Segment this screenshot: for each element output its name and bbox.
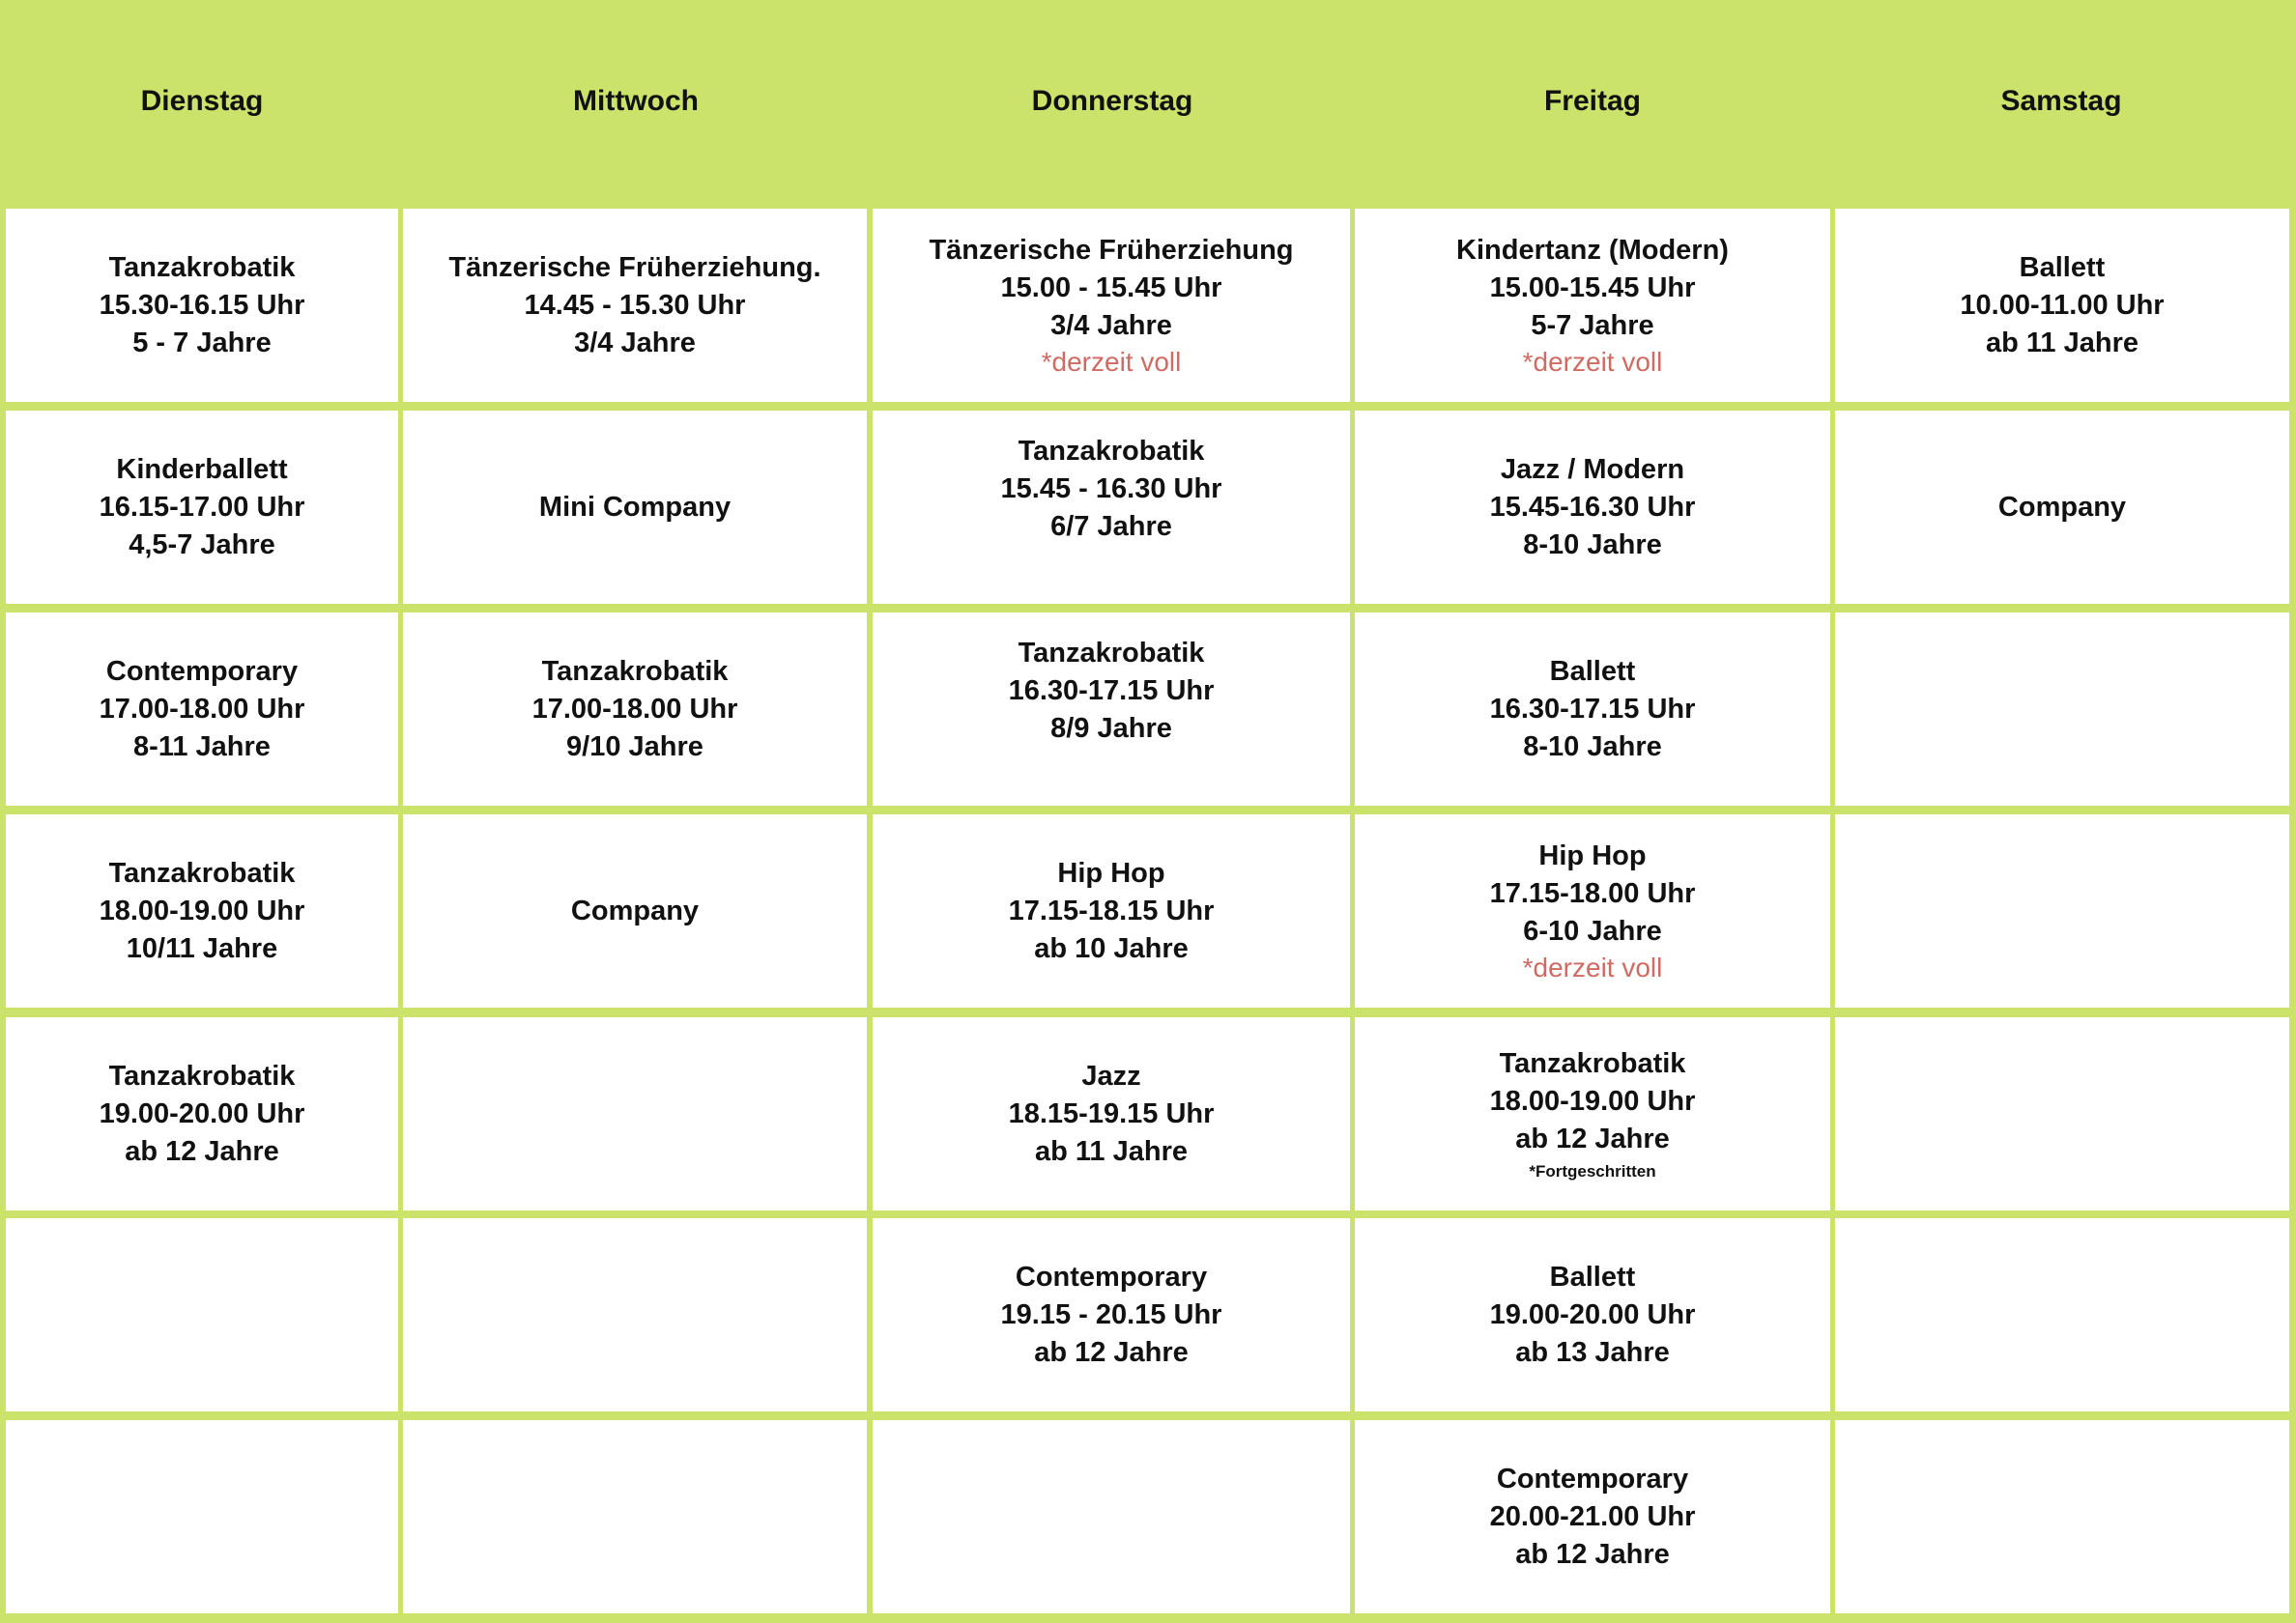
class-name: Tanzakrobatik bbox=[108, 251, 296, 283]
class-time: 18.00-19.00 Uhr bbox=[99, 895, 305, 926]
class-full-note: *derzeit voll bbox=[1522, 952, 1663, 982]
class-name: Tanzakrobatik bbox=[108, 1060, 296, 1092]
schedule-cell bbox=[6, 814, 398, 1008]
class-name: Contemporary bbox=[105, 655, 299, 687]
schedule-cell bbox=[873, 612, 1350, 806]
schedule-cell bbox=[6, 411, 398, 604]
class-time: 19.15 - 20.15 Uhr bbox=[1000, 1298, 1222, 1330]
class-age: ab 12 Jahre bbox=[1515, 1123, 1670, 1154]
class-age: 3/4 Jahre bbox=[574, 327, 696, 358]
schedule-cell bbox=[6, 1218, 398, 1411]
class-name: Tanzakrobatik bbox=[1018, 435, 1205, 467]
class-age: ab 10 Jahre bbox=[1034, 932, 1189, 964]
class-name: Kinderballett bbox=[116, 453, 288, 485]
class-time: 16.30-17.15 Uhr bbox=[1008, 674, 1215, 706]
class-name: Company bbox=[570, 895, 700, 926]
schedule-cell bbox=[1355, 411, 1830, 604]
schedule-cell bbox=[1835, 1017, 2289, 1210]
class-name: Hip Hop bbox=[1057, 857, 1165, 889]
day-header-samstag: Samstag bbox=[2000, 85, 2122, 117]
class-time: 16.15-17.00 Uhr bbox=[99, 491, 305, 523]
schedule-cell bbox=[403, 1218, 867, 1411]
class-full-note: *derzeit voll bbox=[1041, 346, 1182, 377]
class-name: Ballett bbox=[1549, 655, 1636, 687]
class-age: ab 12 Jahre bbox=[1515, 1538, 1670, 1570]
class-name: Mini Company bbox=[538, 491, 732, 523]
class-age: ab 11 Jahre bbox=[1986, 327, 2138, 358]
class-age: 8-10 Jahre bbox=[1523, 730, 1662, 762]
schedule-cell bbox=[403, 1420, 867, 1613]
class-time: 18.00-19.00 Uhr bbox=[1489, 1085, 1696, 1117]
class-name: Contemporary bbox=[1015, 1261, 1208, 1293]
schedule-cell bbox=[1835, 411, 2289, 604]
class-age: 4,5-7 Jahre bbox=[129, 528, 275, 560]
class-name: Jazz / Modern bbox=[1500, 453, 1685, 485]
class-name: Ballett bbox=[1549, 1261, 1636, 1293]
schedule-cell bbox=[1835, 1420, 2289, 1613]
schedule-cell bbox=[403, 814, 867, 1008]
class-name: Contemporary bbox=[1496, 1463, 1689, 1495]
class-age: ab 13 Jahre bbox=[1515, 1336, 1670, 1368]
class-age: 8-10 Jahre bbox=[1523, 528, 1662, 560]
class-name: Tanzakrobatik bbox=[541, 655, 729, 687]
schedule-cell bbox=[6, 1017, 398, 1210]
schedule-cell bbox=[1835, 209, 2289, 402]
schedule-cell bbox=[1355, 612, 1830, 806]
class-age: 8-11 Jahre bbox=[133, 730, 271, 762]
class-name: Ballett bbox=[2019, 251, 2106, 283]
class-level-note: *Fortgeschritten bbox=[1529, 1161, 1656, 1181]
class-time: 17.15-18.15 Uhr bbox=[1008, 895, 1215, 926]
schedule-cell bbox=[403, 612, 867, 806]
schedule-cell bbox=[873, 411, 1350, 604]
class-age: 9/10 Jahre bbox=[566, 730, 703, 762]
class-age: 10/11 Jahre bbox=[126, 932, 278, 964]
schedule-cell bbox=[873, 209, 1350, 402]
day-header-freitag: Freitag bbox=[1543, 85, 1642, 117]
schedule-cell bbox=[873, 1218, 1350, 1411]
class-age: 6/7 Jahre bbox=[1050, 510, 1172, 542]
class-age: 8/9 Jahre bbox=[1050, 712, 1172, 744]
schedule-cell bbox=[873, 814, 1350, 1008]
schedule-cell bbox=[1355, 1420, 1830, 1613]
schedule-cell bbox=[1355, 209, 1830, 402]
schedule-cell bbox=[403, 411, 867, 604]
class-age: 5-7 Jahre bbox=[1531, 309, 1654, 341]
schedule-cell bbox=[1355, 814, 1830, 1008]
class-time: 15.30-16.15 Uhr bbox=[99, 289, 305, 321]
class-time: 19.00-20.00 Uhr bbox=[1489, 1298, 1696, 1330]
schedule-cell bbox=[873, 1420, 1350, 1613]
class-name: Company bbox=[1997, 491, 2127, 523]
class-name: Tänzerische Früherziehung bbox=[929, 234, 1294, 266]
class-time: 14.45 - 15.30 Uhr bbox=[524, 289, 746, 321]
schedule-cell bbox=[6, 1420, 398, 1613]
schedule-cell bbox=[403, 209, 867, 402]
class-time: 16.30-17.15 Uhr bbox=[1489, 693, 1696, 725]
class-name: Tänzerische Früherziehung. bbox=[448, 251, 821, 283]
schedule-cell bbox=[1355, 1218, 1830, 1411]
class-name: Tanzakrobatik bbox=[1018, 637, 1205, 669]
class-age: 3/4 Jahre bbox=[1050, 309, 1172, 341]
class-time: 15.45-16.30 Uhr bbox=[1489, 491, 1696, 523]
class-time: 17.15-18.00 Uhr bbox=[1489, 877, 1696, 909]
class-age: ab 12 Jahre bbox=[125, 1135, 279, 1167]
class-time: 17.00-18.00 Uhr bbox=[531, 693, 738, 725]
schedule-cell bbox=[1835, 612, 2289, 806]
schedule-cell bbox=[873, 1017, 1350, 1210]
class-time: 15.00 - 15.45 Uhr bbox=[1000, 271, 1222, 303]
class-time: 17.00-18.00 Uhr bbox=[99, 693, 305, 725]
class-age: ab 12 Jahre bbox=[1034, 1336, 1189, 1368]
class-full-note: *derzeit voll bbox=[1522, 346, 1663, 377]
schedule-cell bbox=[1355, 1017, 1830, 1210]
class-name: Tanzakrobatik bbox=[108, 857, 296, 889]
schedule-cell bbox=[403, 1017, 867, 1210]
class-time: 18.15-19.15 Uhr bbox=[1008, 1097, 1215, 1129]
schedule-cell bbox=[1835, 814, 2289, 1008]
class-name: Tanzakrobatik bbox=[1499, 1047, 1686, 1079]
class-age: 6-10 Jahre bbox=[1523, 915, 1662, 947]
day-header-mittwoch: Mittwoch bbox=[573, 85, 699, 117]
timetable-header bbox=[0, 0, 2296, 203]
class-name: Hip Hop bbox=[1538, 840, 1647, 871]
class-name: Kindertanz (Modern) bbox=[1456, 234, 1729, 266]
schedule-cell bbox=[6, 209, 398, 402]
schedule-cell bbox=[6, 612, 398, 806]
day-header-dienstag: Dienstag bbox=[140, 85, 264, 117]
class-time: 20.00-21.00 Uhr bbox=[1489, 1500, 1696, 1532]
class-age: ab 11 Jahre bbox=[1035, 1135, 1188, 1167]
class-time: 19.00-20.00 Uhr bbox=[99, 1097, 305, 1129]
class-time: 15.45 - 16.30 Uhr bbox=[1000, 472, 1222, 504]
class-time: 10.00-11.00 Uhr bbox=[1960, 289, 2165, 321]
day-header-donnerstag: Donnerstag bbox=[1031, 85, 1193, 117]
schedule-cell bbox=[1835, 1218, 2289, 1411]
class-time: 15.00-15.45 Uhr bbox=[1489, 271, 1696, 303]
class-name: Jazz bbox=[1081, 1060, 1141, 1092]
class-age: 5 - 7 Jahre bbox=[132, 327, 272, 358]
